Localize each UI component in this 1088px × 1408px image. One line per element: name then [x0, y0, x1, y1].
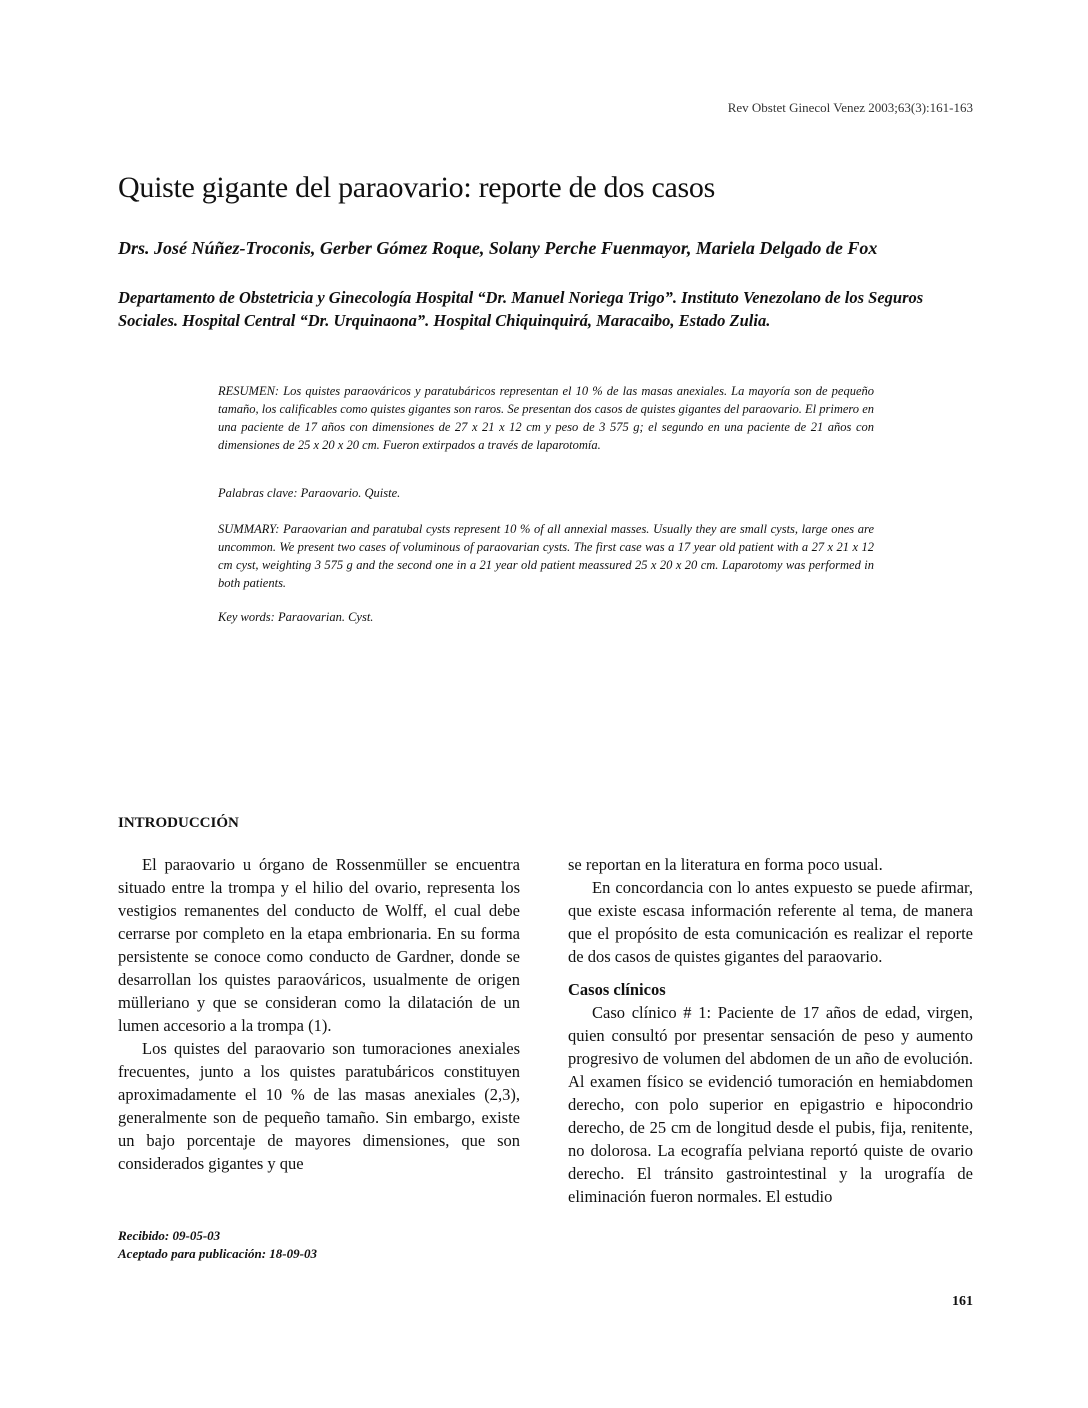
- author-list: Drs. José Núñez-Troconis, Gerber Gómez Roque, Solany Perche Fuenmayor, Mariela Delgado de Fox: [118, 238, 878, 258]
- paragraph: Los quistes del paraovario son tumoraciones anexiales frecuentes, junto a los quistes paratubáricos constituyen aproximadamente el 10 % de las masas anexiales (2,3), generalmente son de pequeño tamaño. Sin embargo, existe un bajo porcentaje de mayores dimensiones, que son considerados gigantes y que: [118, 1039, 520, 1173]
- summary: SUMMARY: Paraovarian and paratubal cysts represent 10 % of all annexial masses. Usually they are small cysts, large ones are uncommon. We present two cases of voluminous of paraovarian cysts. The first case was a 17 year old patient with a 27 x 21 x 12 cm cyst, weighting 3 575 g and the second one in a 21 year old patient meassured 25 x 20 x 20 cm. Laparotomy was performed in both patients.: [218, 522, 874, 591]
- article-title: Quiste gigante del paraovario: reporte de dos casos: [118, 171, 715, 204]
- right-column: [568, 853, 973, 1208]
- accepted-date: Aceptado para publicación: 18-09-03: [118, 1246, 317, 1261]
- key-words: Key words: Paraovarian. Cyst.: [218, 610, 374, 624]
- paragraph: Caso clínico # 1: Paciente de 17 años de edad, virgen, quien consultó por presentar sensación de peso y aumento progresivo de volumen del abdomen de un año de evolución. Al examen físico se evidenció tumoración en hemiabdomen derecho, con polo superior en epigastrio e hipocondrio derecho, de 25 cm de longitud desde el pubis, fija, renitente, no dolorosa. La ecografía pelviana reportó quiste de ovario derecho. El tránsito gastrointestinal y la urografía de eliminación fueron normales. El estudio: [568, 1003, 973, 1206]
- affiliation: Departamento de Obstetricia y Ginecología Hospital “Dr. Manuel Noriega Trigo”. Instituto Venezolano de los Seguros Sociales. Hospital Central “Dr. Urquinaona”. Hospital Chiquinquirá, Maracaibo, Estado Zulia.: [118, 288, 924, 330]
- paragraph: En concordancia con lo antes expuesto se puede afirmar, que existe escasa información referente al tema, de manera que el propósito de esta comunicación es realizar el reporte de dos casos de quistes gigantes del paraovario.: [568, 878, 973, 966]
- manuscript-dates: [118, 1227, 317, 1263]
- section-heading-introduccion: INTRODUCCIÓN: [118, 815, 239, 831]
- palabras-clave: Palabras clave: Paraovario. Quiste.: [218, 486, 401, 500]
- subheading-casos-clinicos: Casos clínicos: [568, 980, 666, 999]
- paragraph: se reportan en la literatura en forma poco usual.: [568, 855, 883, 874]
- paragraph: El paraovario u órgano de Rossenmüller se encuentra situado entre la trompa y el hilio del ovario, representa los vestigios remanentes del conducto de Wolff, el cual debe cerrarse por completo en la etapa embrionaria. En su forma persistente se conoce como conducto de Gardner, donde se desarrollan los quistes paraováricos, usualmente de origen mülleriano y que se consideran como la dilatación de un lumen accesorio a la trompa (1).: [118, 855, 520, 1035]
- received-date: Recibido: 09-05-03: [118, 1228, 221, 1243]
- running-head: Rev Obstet Ginecol Venez 2003;63(3):161-163: [727, 100, 973, 115]
- page-number: 161: [952, 1294, 973, 1309]
- left-column: [118, 853, 520, 1175]
- resumen: RESUMEN: Los quistes paraováricos y paratubáricos representan el 10 % de las masas anexiales. La mayoría son de pequeño tamaño, los calificables como quistes gigantes son raros. Se presentan dos casos de quistes gigantes del paraovario. El primero en una paciente de 17 años con dimensiones de 27 x 21 x 12 cm y peso de 3 575 g; el segundo en una paciente de 21 años con dimensiones de 25 x 20 x 20 cm. Fueron extirpados a través de laparotomía.: [218, 384, 874, 453]
